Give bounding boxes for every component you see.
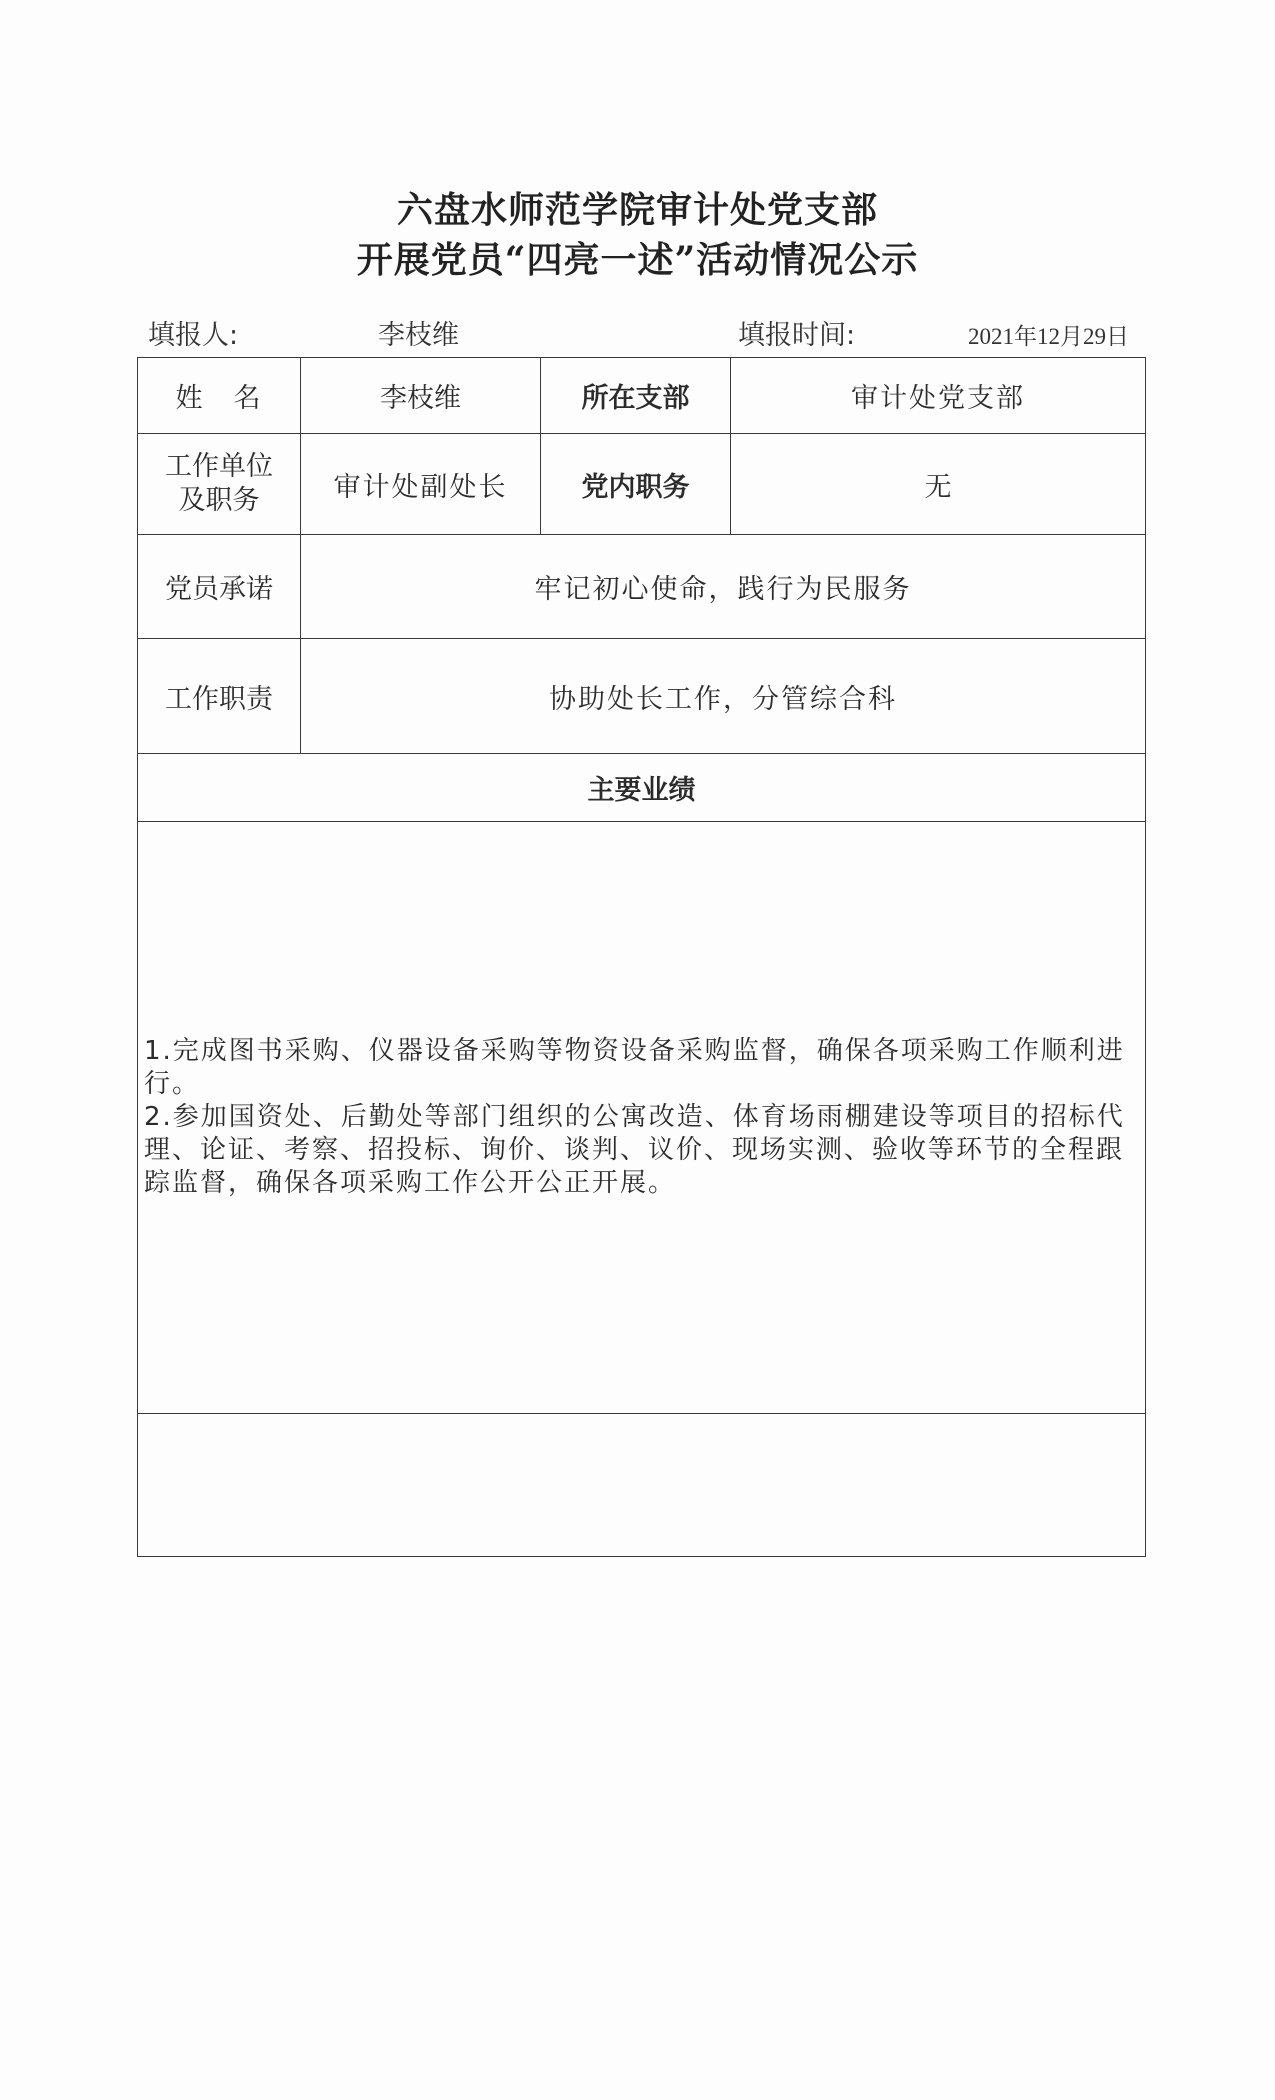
form-row-achievements-header [138,754,1146,822]
activity-form-table [137,357,1146,1557]
form-row-name [138,358,1146,434]
achievement-item-1: 1.完成图书采购、仪器设备采购等物资设备采购监督，确保各项采购工作顺利进行。 [144,1036,1125,1099]
party-post-value: 无 [731,434,1146,535]
reporter-name: 李枝维 [378,320,459,351]
form-row-blank [138,1414,1146,1557]
document-title-line1: 六盘水师范学院审计处党支部 [396,189,878,231]
reporter-label: 填报人: [148,320,239,351]
pledge-value: 牢记初心使命，践行为民服务 [301,535,1146,639]
branch-value: 审计处党支部 [731,358,1146,434]
form-row-duty [138,639,1146,754]
report-date: 2021年12月29日 [968,324,1129,349]
form-row-unit [138,434,1146,535]
name-label: 姓 名 [138,358,301,434]
achievements-content [138,822,1146,1414]
report-time-label: 填报时间: [738,320,856,351]
duty-label: 工作职责 [138,639,301,754]
blank-cell [138,1414,1146,1557]
achievement-item-2: 2.参加国资处、后勤处等部门组织的公寓改造、体育场雨棚建设等项目的招标代理、论证、考察、招投标、询价、谈判、议价、现场实测、验收等环节的全程跟踪监督，确保各项采购工作公开公正开展。 [144,1102,1125,1198]
unit-label: 工作单位及职务 [138,434,301,535]
form-row-achievements [138,822,1146,1414]
achievements-header: 主要业绩 [138,754,1146,822]
form-row-pledge [138,535,1146,639]
party-post-label: 党内职务 [541,434,731,535]
name-value: 李枝维 [301,358,541,434]
unit-value: 审计处副处长 [301,434,541,535]
duty-value: 协助处长工作，分管综合科 [301,639,1146,754]
document-title-line2: 开展党员“四亮一述”活动情况公示 [356,239,919,281]
branch-label: 所在支部 [541,358,731,434]
pledge-label: 党员承诺 [138,535,301,639]
